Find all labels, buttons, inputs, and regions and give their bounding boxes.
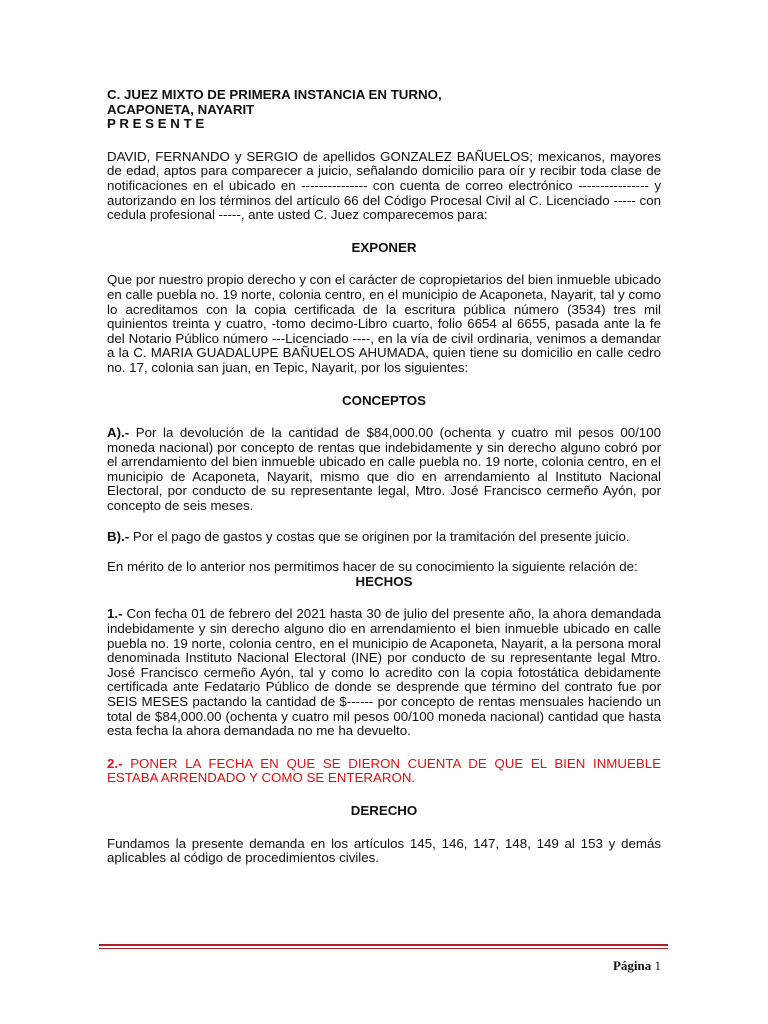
addressee-line-2: ACAPONETA, NAYARIT: [107, 101, 255, 117]
concepto-b-label: B).-: [107, 528, 130, 544]
intro-paragraph: DAVID, FERNANDO y SERGIO de apellidos GONZALEZ BAÑUELOS; mexicanos, mayores de edad, aptos para comparecer a juicio, señalando domicilio para oír y recibir toda clase de notificaciones en el ubicado en --------------- con cuenta de correo electrónico ---------------- y autorizando en los términos del artículo 66 del Código Procesal Civil al C. Licenciado ----- con cedula profesional -----, ante usted C. Juez comparecemos para:: [107, 148, 661, 223]
page-footer: [613, 958, 661, 974]
hecho-2-text: PONER LA FECHA EN QUE SE DIERON CUENTA DE QUE EL BIEN INMUEBLE ESTABA ARRENDADO Y COMO SE ENTERARON.: [107, 755, 661, 786]
footer-divider: [99, 944, 668, 946]
addressee-block: [107, 88, 661, 132]
section-heading-conceptos: CONCEPTOS: [342, 392, 426, 408]
hecho-1-paragraph: [107, 607, 661, 738]
addressee-line-1: C. JUEZ MIXTO DE PRIMERA INSTANCIA EN TURNO,: [107, 87, 442, 102]
document-body: [107, 88, 661, 866]
page-label: Página: [612, 958, 652, 973]
footer-divider-thin: [99, 948, 668, 949]
merito-paragraph: En mérito de lo anterior nos permitimos hacer de su conocimiento la siguiente relación de:: [107, 559, 638, 575]
concepto-b-paragraph: [107, 530, 661, 545]
concepto-a-label: A).-: [107, 425, 130, 441]
concepto-b-text: Por el pago de gastos y costas que se originen por la tramitación del presente juicio.: [129, 528, 630, 544]
hecho-1-label: 1.-: [107, 606, 123, 622]
addressee-line-3: P R E S E N T E: [107, 116, 205, 132]
hecho-2-label: 2.-: [107, 755, 123, 771]
page-number: 1: [654, 958, 661, 973]
concepto-a-text: Por la devolución de la cantidad de $84,000.00 (ochenta y cuatro mil pesos 00/100 moneda nacional) por concepto de rentas que indebidamente y sin derecho alguno cobró por el arrendamiento del bien inmueble ubicado en calle puebla no. 19 norte, colonia centro, en el municipio de Acaponeta, Nayarit, mismo que dio en arrendamiento al Instituto Nacional Electoral, por conducto de su representante legal, Mtro. José Francisco cermeño Ayón, por concepto de seis meses.: [107, 425, 661, 514]
hecho-1-text: Con fecha 01 de febrero del 2021 hasta 30 de julio del presente año, la ahora demandada indebidamente y sin derecho alguno dio en arrendamiento el bien inmueble ubicado en calle puebla no. 19 norte, colonia centro, en el municipio de Acaponeta, Nayarit, a la persona moral denominada Instituto Nacional Electoral (INE) por conducto de su representante legal Mtro. José Francisco cermeño Ayón, tal y como lo acredito con la copia fotostática debidamente certificada ante Fedatario Público de donde se desprende que término del contrato fue por SEIS MESES pactando la cantidad de $------ por concepto de rentas mensuales haciendo un total de $84,000.00 (ochenta y cuatro mil pesos 00/100 moneda nacional) cantidad que hasta esta fecha la ahora demandada no me ha devuelto.: [107, 606, 661, 739]
derecho-paragraph: Fundamos la presente demanda en los artículos 145, 146, 147, 148, 149 al 153 y demás aplicables al código de procedimientos civiles.: [107, 835, 661, 866]
section-heading-exponer: EXPONER: [351, 239, 417, 255]
hecho-2-paragraph: [107, 757, 661, 786]
section-heading-hechos: HECHOS: [355, 573, 413, 589]
section-heading-derecho: DERECHO: [350, 802, 418, 818]
exponer-paragraph: Que por nuestro propio derecho y con el carácter de copropietarios del bien inmueble ubicado en calle puebla no. 19 norte, colonia centro, en el municipio de Acaponeta, Nayarit, tal y como lo acreditamos con la copia certificada de la escritura pública número (3534) tres mil quinientos treinta y cuatro, -tomo decimo-Libro cuarto, folio 6654 al 6655, pasada ante la fe del Notario Público número ---Licenciado ----, en la vía de civil ordinaria, venimos a demandar a la C. MARIA GUADALUPE BAÑUELOS AHUMADA, quien tiene su domicilio en calle cedro no. 17, colonia san juan, en Tepic, Nayarit, por los siguientes:: [107, 272, 661, 375]
concepto-a-paragraph: [107, 426, 661, 514]
